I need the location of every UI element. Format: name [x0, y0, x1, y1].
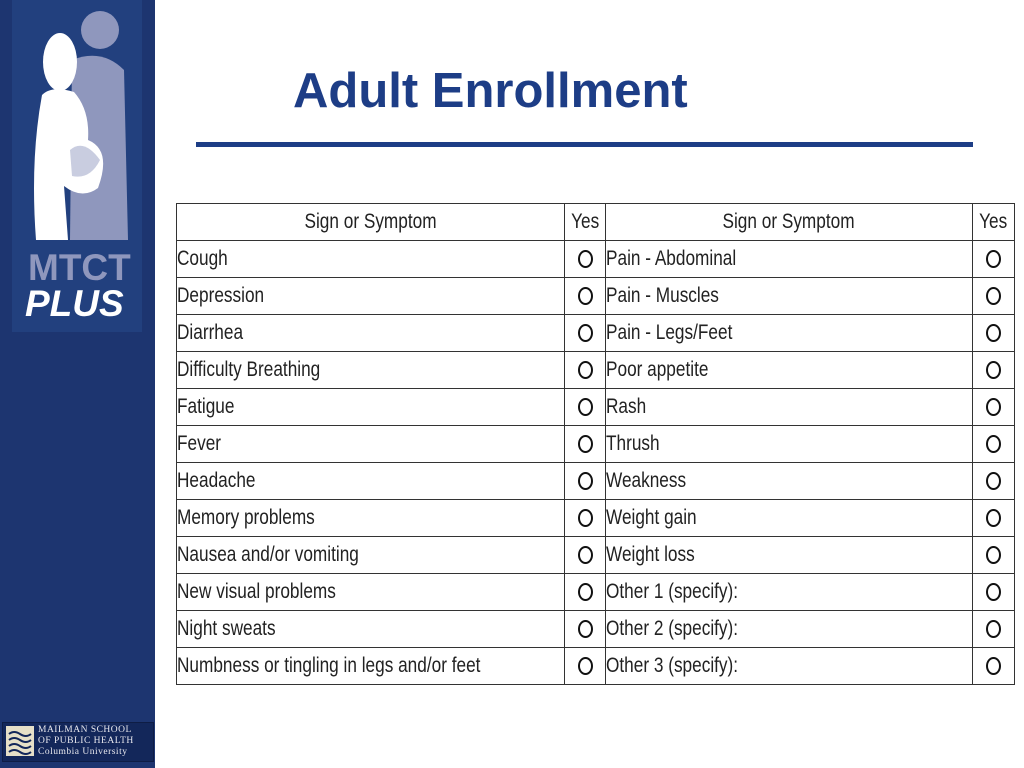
table-row	[177, 500, 1015, 537]
yes-radio-circle[interactable]	[578, 583, 593, 601]
symptom-rows	[177, 241, 1015, 685]
symptom-label: Weakness	[606, 463, 973, 500]
yes-cell	[973, 241, 1015, 278]
header-yes: Yes	[565, 204, 606, 241]
symptom-label: Headache	[177, 463, 565, 500]
symptom-label: Cough	[177, 241, 565, 278]
table-row	[177, 574, 1015, 611]
yes-cell	[973, 574, 1015, 611]
table-row	[177, 352, 1015, 389]
symptom-table	[176, 203, 1015, 685]
yes-cell	[565, 463, 606, 500]
symptom-label: Thrush	[606, 426, 973, 463]
table-row	[177, 315, 1015, 352]
yes-cell	[565, 611, 606, 648]
table-row	[177, 426, 1015, 463]
yes-cell	[565, 537, 606, 574]
yes-radio-circle[interactable]	[986, 361, 1001, 379]
wave-lines-icon	[6, 726, 34, 756]
yes-radio-circle[interactable]	[986, 287, 1001, 305]
yes-cell	[565, 315, 606, 352]
yes-cell	[973, 389, 1015, 426]
table-row	[177, 611, 1015, 648]
table-row	[177, 278, 1015, 315]
title-divider	[196, 142, 973, 147]
yes-radio-circle[interactable]	[986, 583, 1001, 601]
yes-cell	[565, 352, 606, 389]
symptom-label: Pain - Abdominal	[606, 241, 973, 278]
yes-radio-circle[interactable]	[578, 509, 593, 527]
yes-radio-circle[interactable]	[986, 620, 1001, 638]
yes-cell	[973, 315, 1015, 352]
yes-radio-circle[interactable]	[986, 509, 1001, 527]
yes-radio-circle[interactable]	[578, 324, 593, 342]
mailman-line-1: MAILMAN SCHOOL	[38, 725, 132, 735]
yes-cell	[565, 574, 606, 611]
mother-child-figure-icon	[12, 0, 142, 250]
yes-radio-circle[interactable]	[578, 472, 593, 490]
table-row	[177, 389, 1015, 426]
symptom-label: Nausea and/or vomiting	[177, 537, 565, 574]
symptom-label: Other 2 (specify):	[606, 611, 973, 648]
symptom-label: Pain - Legs/Feet	[606, 315, 973, 352]
yes-radio-circle[interactable]	[986, 472, 1001, 490]
table-header-row	[177, 204, 1015, 241]
table-row	[177, 241, 1015, 278]
symptom-label: Fever	[177, 426, 565, 463]
table-row	[177, 648, 1015, 685]
yes-radio-circle[interactable]	[578, 361, 593, 379]
symptom-label: Weight gain	[606, 500, 973, 537]
mailman-school-logo	[2, 722, 154, 762]
yes-cell	[973, 537, 1015, 574]
yes-radio-circle[interactable]	[578, 620, 593, 638]
yes-cell	[973, 648, 1015, 685]
symptom-label: Fatigue	[177, 389, 565, 426]
yes-radio-circle[interactable]	[986, 657, 1001, 675]
symptom-label: Rash	[606, 389, 973, 426]
symptom-label: Poor appetite	[606, 352, 973, 389]
yes-radio-circle[interactable]	[578, 287, 593, 305]
yes-radio-circle[interactable]	[578, 435, 593, 453]
logo-text-mtct: MTCT	[28, 247, 131, 288]
symptom-label: Depression	[177, 278, 565, 315]
symptom-label: Diarrhea	[177, 315, 565, 352]
yes-cell	[973, 278, 1015, 315]
yes-radio-circle[interactable]	[986, 398, 1001, 416]
symptom-label: New visual problems	[177, 574, 565, 611]
sidebar	[0, 0, 155, 768]
symptom-label: Night sweats	[177, 611, 565, 648]
yes-radio-circle[interactable]	[578, 398, 593, 416]
logo-text-plus: PLUS	[25, 283, 124, 324]
yes-cell	[565, 648, 606, 685]
symptom-label: Memory problems	[177, 500, 565, 537]
yes-cell	[973, 426, 1015, 463]
yes-radio-circle[interactable]	[578, 546, 593, 564]
yes-radio-circle[interactable]	[986, 324, 1001, 342]
yes-radio-circle[interactable]	[986, 546, 1001, 564]
header-sign-or-symptom: Sign or Symptom	[606, 204, 973, 241]
table-row	[177, 463, 1015, 500]
symptom-label: Numbness or tingling in legs and/or feet	[177, 648, 565, 685]
yes-radio-circle[interactable]	[986, 250, 1001, 268]
mailman-line-3: Columbia University	[38, 747, 128, 757]
yes-cell	[565, 426, 606, 463]
symptom-label: Weight loss	[606, 537, 973, 574]
table-row	[177, 537, 1015, 574]
symptom-label: Other 3 (specify):	[606, 648, 973, 685]
header-sign-or-symptom: Sign or Symptom	[177, 204, 565, 241]
yes-cell	[565, 500, 606, 537]
yes-cell	[973, 463, 1015, 500]
yes-radio-circle[interactable]	[578, 250, 593, 268]
yes-radio-circle[interactable]	[578, 657, 593, 675]
mtct-plus-logo	[12, 0, 142, 332]
yes-cell	[565, 241, 606, 278]
symptom-label: Pain - Muscles	[606, 278, 973, 315]
header-yes: Yes	[973, 204, 1015, 241]
yes-radio-circle[interactable]	[986, 435, 1001, 453]
symptom-label: Difficulty Breathing	[177, 352, 565, 389]
symptom-label: Other 1 (specify):	[606, 574, 973, 611]
yes-cell	[973, 500, 1015, 537]
yes-cell	[973, 611, 1015, 648]
yes-cell	[565, 389, 606, 426]
yes-cell	[973, 352, 1015, 389]
slide-title: Adult Enrollment	[293, 64, 688, 118]
yes-cell	[565, 278, 606, 315]
mailman-line-2: OF PUBLIC HEALTH	[38, 736, 134, 746]
